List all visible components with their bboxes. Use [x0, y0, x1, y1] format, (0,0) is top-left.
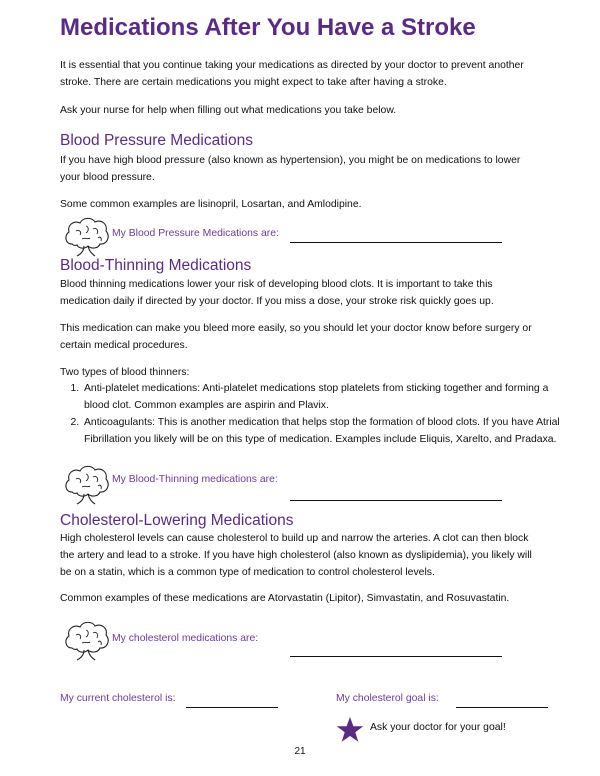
blood-thinning-heading: Blood-Thinning Medications [60, 257, 252, 274]
cholesterol-goal-label: My cholesterol goal is: [336, 693, 439, 704]
brain-icon [62, 214, 112, 258]
list-item: 2. Anticoagulants: This is another medication that helps stop the formation of blood clots. If you have Atrial Fibrillation you likely will be on this type of medication. Examples include Eliquis, Xarelto, and Pradaxa. [82, 414, 572, 448]
goal-note: Ask your doctor for your goal! [370, 722, 506, 733]
cholesterol-examples: Common examples of these medications are Atorvastatin (Lipitor), Simvastatin, and Rosuvastatin. [60, 593, 510, 604]
blood-pressure-description: If you have high blood pressure (also known as hypertension), you might be on medications to lower your blood pressure. [60, 155, 521, 183]
cholesterol-heading: Cholesterol-Lowering Medications [60, 512, 294, 529]
cholesterol-description: High cholesterol levels can cause cholesterol to build up and narrow the arteries. A clot can then block the artery and lead to a stroke. If you have high cholesterol (also known as dyslipidemia), you likely will be on a statin, which is a common type of medication to control cholesterol levels. [60, 533, 532, 578]
brain-icon [62, 618, 112, 662]
page-title: Medications After You Have a Stroke [60, 14, 476, 41]
page-number: 21 [294, 746, 306, 757]
blood-thinning-warning: This medication can make you bleed more easily, so you should let your doctor know before surgery or certain medical procedures. [60, 323, 532, 351]
intro-instruction: Ask your nurse for help when filling out what medications you take below. [60, 105, 397, 116]
cholesterol-answer-line[interactable] [290, 656, 502, 657]
cholesterol-prompt: My cholesterol medications are: [112, 633, 259, 644]
current-cholesterol-line[interactable] [186, 707, 278, 708]
blood-pressure-examples: Some common examples are lisinopril, Losartan, and Amlodipine. [60, 199, 362, 210]
blood-thinning-description: Blood thinning medications lower your risk of developing blood clots. It is important to take this medication daily if directed by your doctor. If you miss a dose, your stroke risk quickly goes up. [60, 279, 494, 307]
blood-pressure-prompt: My Blood Pressure Medications are: [112, 228, 279, 239]
blood-pressure-answer-line[interactable] [290, 242, 502, 243]
star-icon [336, 716, 364, 744]
intro-paragraph: It is essential that you continue taking your medications as directed by your doctor to prevent another stroke. There are certain medications you might expect to take after having a stroke. [60, 60, 524, 88]
current-cholesterol-label: My current cholesterol is: [60, 693, 176, 704]
blood-pressure-heading: Blood Pressure Medications [60, 132, 253, 149]
blood-thinner-types-list [60, 380, 572, 448]
list-item: 1. Anti-platelet medications: Anti-platelet medications stop platelets from sticking together and forming a blood clot. Common examples are aspirin and Plavix. [82, 380, 572, 414]
blood-thinning-prompt: My Blood-Thinning medications are: [112, 474, 278, 485]
blood-thinning-types-intro: Two types of blood thinners: [60, 367, 190, 378]
blood-thinning-answer-line[interactable] [290, 500, 502, 501]
brain-icon [62, 462, 112, 506]
cholesterol-goal-line[interactable] [456, 707, 548, 708]
